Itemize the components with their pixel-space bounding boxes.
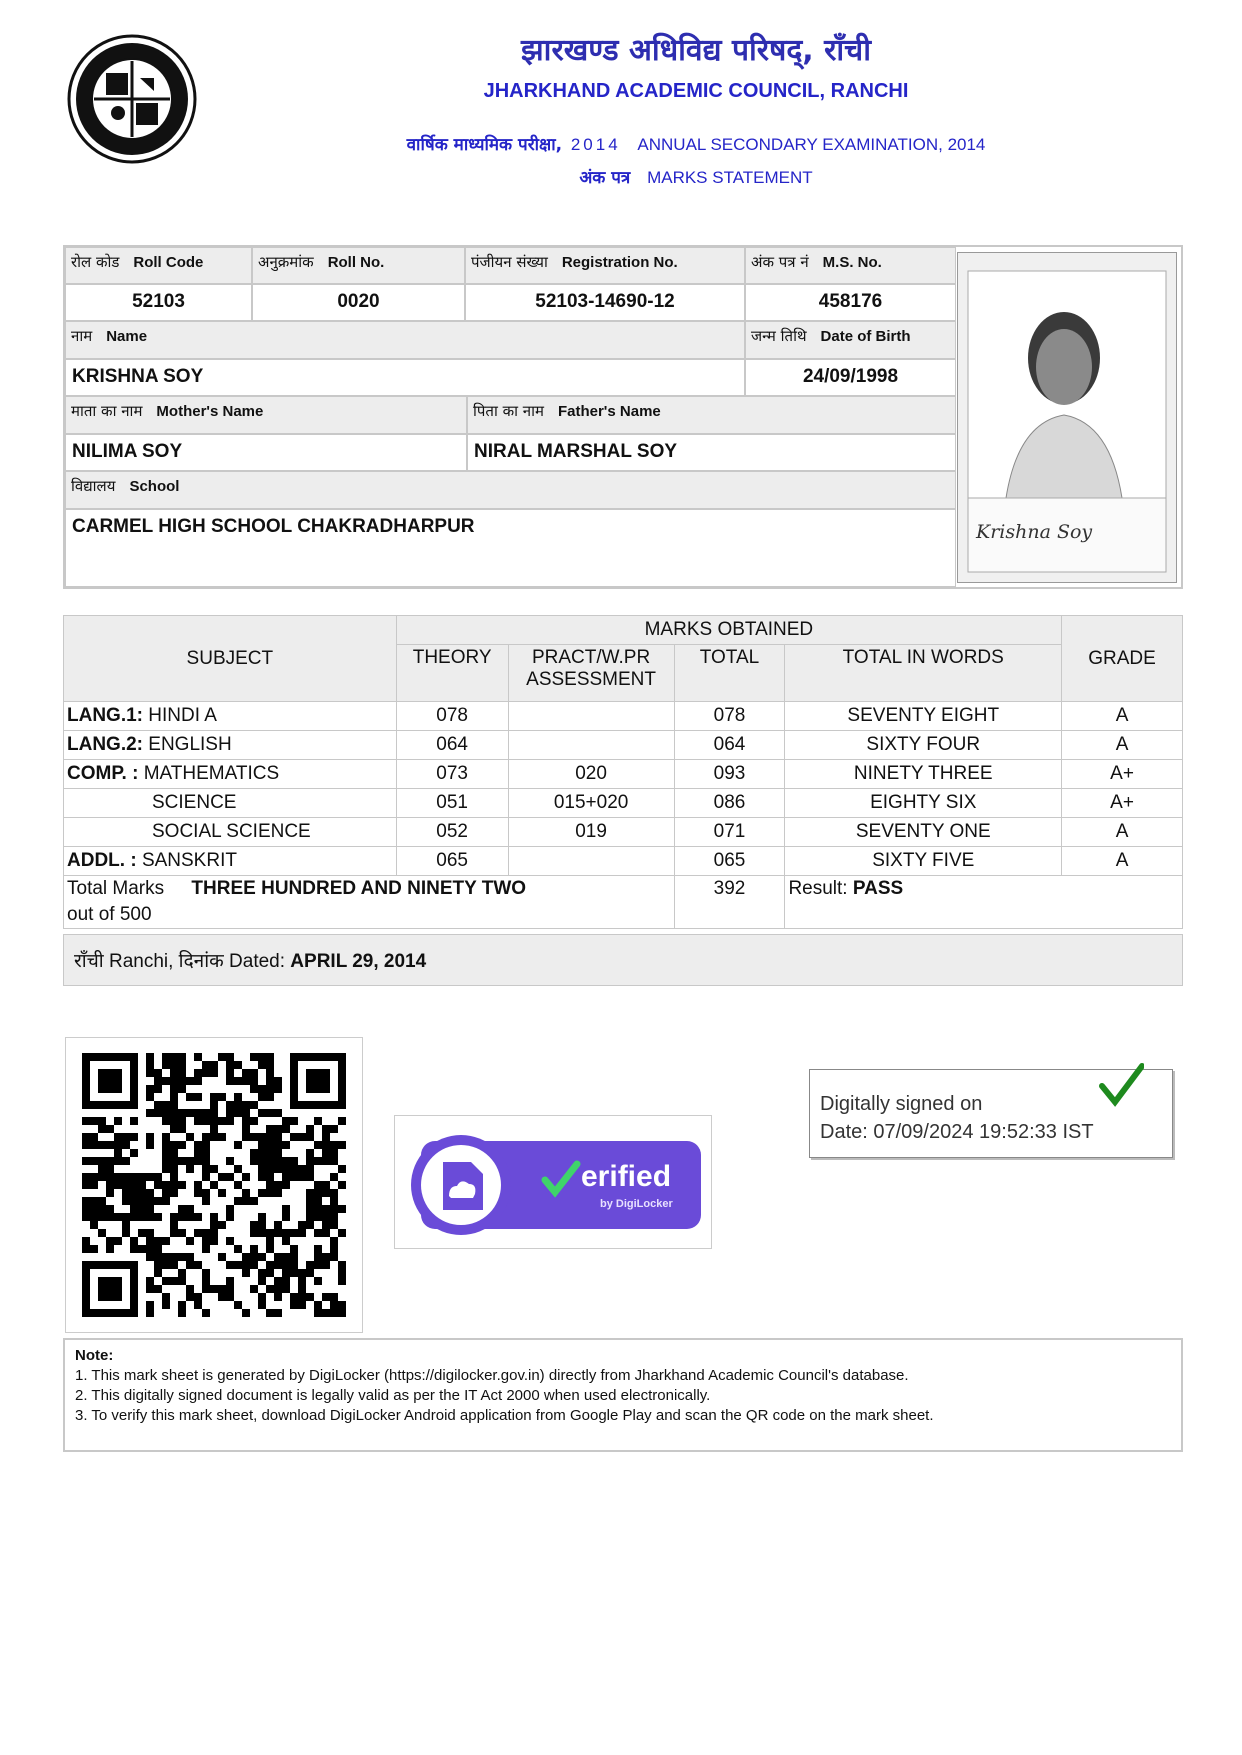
signature: Krishna Soy — [976, 521, 1093, 543]
practical-cell: 015+020 — [508, 789, 674, 818]
total-marks-label: Total Marks — [67, 878, 165, 899]
note-item: 1. This mark sheet is generated by DigiLocker (https://digilocker.gov.in) directly from Jharkhand Academic Council's database. — [75, 1367, 909, 1384]
table-row — [64, 702, 1183, 731]
roll-no-value: 0020 — [252, 284, 465, 321]
theory-cell: 073 — [396, 760, 508, 789]
practical-cell — [508, 702, 674, 731]
digilocker-verified-badge — [394, 1115, 712, 1249]
subject-cell: LANG.2: ENGLISH — [64, 731, 397, 760]
practical-cell: 020 — [508, 760, 674, 789]
words-cell: NINETY THREE — [785, 760, 1062, 789]
signed-line: Digitally signed on — [820, 1093, 983, 1115]
grade-cell: A — [1062, 818, 1183, 847]
title-english: JHARKHAND ACADEMIC COUNCIL, RANCHI — [483, 80, 909, 102]
dated-value: APRIL 29, 2014 — [290, 951, 427, 972]
verified-subtext: by DigiLocker — [600, 1198, 673, 1210]
result-cell — [785, 876, 1183, 929]
words-cell: SEVENTY EIGHT — [785, 702, 1062, 731]
name-value: KRISHNA SOY — [65, 359, 745, 396]
note-box — [63, 1338, 1183, 1452]
signed-date-value: 07/09/2024 19:52:33 IST — [873, 1121, 1094, 1143]
qr-code — [65, 1037, 363, 1333]
school-value: CARMEL HIGH SCHOOL CHAKRADHARPUR — [65, 509, 956, 587]
title-hindi: झारखण्ड अधिविद्य परिषद्, राँची — [521, 33, 871, 68]
words-cell: EIGHTY SIX — [785, 789, 1062, 818]
marks-table — [63, 615, 1183, 929]
theory-cell: 065 — [396, 847, 508, 876]
dated-row — [63, 934, 1183, 986]
statement-title — [0, 165, 1242, 188]
exam-title-hindi: वार्षिक माध्यमिक परीक्षा, — [406, 135, 563, 155]
signed-date-label: Date: — [820, 1121, 868, 1143]
registration-value: 52103-14690-12 — [465, 284, 745, 321]
table-row — [64, 847, 1183, 876]
theory-cell: 078 — [396, 702, 508, 731]
school-label: विद्यालय School — [65, 471, 956, 509]
total-cell: 093 — [674, 760, 785, 789]
statement-english: MARKS STATEMENT — [647, 168, 813, 187]
words-cell: SIXTY FOUR — [785, 731, 1062, 760]
dob-label: जन्म तिथि Date of Birth — [745, 321, 956, 359]
roll-code-value: 52103 — [65, 284, 252, 321]
table-row — [64, 760, 1183, 789]
ranchi-hindi: राँची — [74, 950, 104, 972]
date-hindi: दिनांक — [178, 950, 224, 972]
total-marks-value: 392 — [674, 876, 785, 929]
total-cell: 086 — [674, 789, 785, 818]
ranchi-english: Ranchi, — [108, 951, 174, 972]
grade-cell: A — [1062, 731, 1183, 760]
marks-obtained-header: MARKS OBTAINED — [396, 616, 1061, 645]
digital-signature-box — [809, 1069, 1173, 1158]
total-marks-cell — [64, 876, 675, 929]
dated-label: Dated: — [229, 951, 286, 972]
total-cell: 071 — [674, 818, 785, 847]
signed-date — [820, 1118, 1162, 1146]
grade-header: GRADE — [1062, 616, 1183, 702]
roll-code-label: रोल कोड Roll Code — [65, 247, 252, 284]
note-item: 3. To verify this mark sheet, download DigiLocker Android application from Google Play and scan the QR code on the mark sheet. — [75, 1407, 934, 1424]
table-row — [64, 789, 1183, 818]
grade-cell: A+ — [1062, 789, 1183, 818]
theory-cell: 051 — [396, 789, 508, 818]
mother-name-label: माता का नाम Mother's Name — [65, 396, 467, 434]
student-photo — [957, 252, 1177, 583]
ms-no-value: 458176 — [745, 284, 956, 321]
note-item: 2. This digitally signed document is legally valid as per the IT Act 2000 when used electronically. — [75, 1387, 711, 1404]
statement-hindi: अंक पत्र — [579, 168, 631, 188]
name-label: नाम Name — [65, 321, 745, 359]
table-row — [64, 818, 1183, 847]
grade-cell: A — [1062, 702, 1183, 731]
grade-cell: A+ — [1062, 760, 1183, 789]
dob-value: 24/09/1998 — [745, 359, 956, 396]
verified-text: erified — [581, 1160, 672, 1193]
mother-name-value: NILIMA SOY — [65, 434, 467, 471]
subject-cell: ADDL. : SANSKRIT — [64, 847, 397, 876]
table-row — [64, 731, 1183, 760]
father-name-label: पिता का नाम Father's Name — [467, 396, 956, 434]
exam-year: 2014 — [570, 135, 621, 154]
subject-cell: SCIENCE — [64, 789, 397, 818]
words-cell: SIXTY FIVE — [785, 847, 1062, 876]
marks-header-row — [64, 616, 1183, 645]
note-title: Note: — [75, 1347, 114, 1364]
registration-label: पंजीयन संख्या Registration No. — [465, 247, 745, 284]
exam-title-english: ANNUAL SECONDARY EXAMINATION, 2014 — [637, 135, 986, 154]
grade-cell: A — [1062, 847, 1183, 876]
practical-cell: 019 — [508, 818, 674, 847]
total-out-of: out of 500 — [67, 904, 152, 925]
total-header: TOTAL — [674, 645, 785, 702]
subject-cell: LANG.1: HINDI A — [64, 702, 397, 731]
words-cell: SEVENTY ONE — [785, 818, 1062, 847]
total-marks-words: THREE HUNDRED AND NINETY TWO — [191, 878, 527, 899]
practical-cell — [508, 731, 674, 760]
theory-header: THEORY — [396, 645, 508, 702]
total-cell: 078 — [674, 702, 785, 731]
subject-cell: SOCIAL SCIENCE — [64, 818, 397, 847]
subject-cell: COMP. : MATHEMATICS — [64, 760, 397, 789]
total-cell: 064 — [674, 731, 785, 760]
theory-cell: 064 — [396, 731, 508, 760]
father-name-value: NIRAL MARSHAL SOY — [467, 434, 956, 471]
total-cell: 065 — [674, 847, 785, 876]
subject-header: SUBJECT — [64, 616, 397, 702]
result-value: PASS — [852, 878, 904, 899]
result-label: Result: — [788, 878, 848, 899]
roll-no-label: अनुक्रमांक Roll No. — [252, 247, 465, 284]
total-row — [64, 876, 1183, 929]
ms-no-label: अंक पत्र नं M.S. No. — [745, 247, 956, 284]
theory-cell: 052 — [396, 818, 508, 847]
practical-cell — [508, 847, 674, 876]
practical-header: PRACT/W.PR ASSESSMENT — [508, 645, 674, 702]
exam-title — [0, 132, 1242, 155]
check-icon — [1098, 1062, 1144, 1108]
words-header: TOTAL IN WORDS — [785, 645, 1062, 702]
